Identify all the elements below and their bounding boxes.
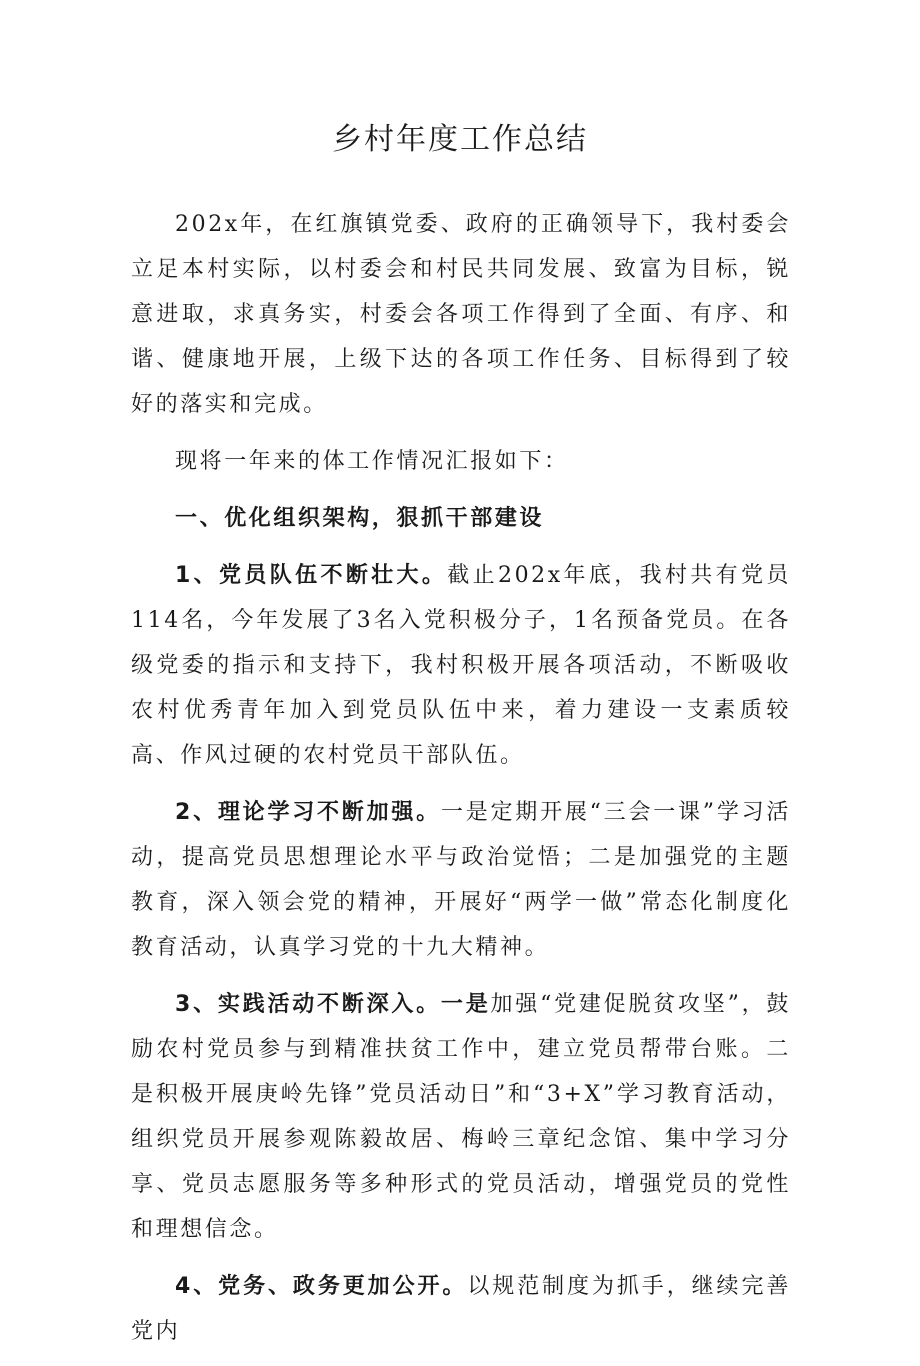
- item-lead: 4、党务、政务更加公开。: [175, 1274, 468, 1299]
- item-paragraph: [131, 982, 791, 1252]
- section-heading: 一、优化组织架构，狠抓干部建设: [175, 506, 545, 531]
- item-lead: 3、实践活动不断深入。一是: [175, 992, 491, 1017]
- report-line: 现将一年来的体工作情况汇报如下：: [175, 449, 569, 474]
- item-lead: 1、党员队伍不断壮大。: [175, 563, 448, 588]
- item-text: 加强“党建促脱贫攻坚”，鼓励农村党员参与到精准扶贫工作中，建立党员帮带台账。二是积极开展庚岭先锋”党员活动日”和“3+X”学习教育活动，组织党员开展参观陈毅故居、梅岭三章纪念馆、集中学习分享、党员志愿服务等多种形式的党员活动，增强党员的党性和理想信念。: [131, 992, 791, 1242]
- item-text: 以规范制度为抓手，继续完善党内: [131, 1274, 791, 1344]
- item-paragraph: [131, 790, 791, 970]
- item-paragraph: [131, 553, 791, 778]
- item-lead: 2、理论学习不断加强。: [175, 800, 441, 825]
- item-text: 截止202x年底，我村共有党员114名，今年发展了3名入党积极分子，1名预备党员。在各级党委的指示和支持下，我村积极开展各项活动，不断吸收农村优秀青年加入到党员队伍中来，着力建设一支素质较高、作风过硬的农村党员干部队伍。: [131, 563, 791, 768]
- item-text: 一是定期开展“三会一课”学习活动，提高党员思想理论水平与政治觉悟；二是加强党的主题教育，深入领会党的精神，开展好“两学一做”常态化制度化教育活动，认真学习党的十九大精神。: [131, 800, 791, 960]
- document-title: 乡村年度工作总结: [332, 122, 588, 157]
- intro-paragraph: 202x年，在红旗镇党委、政府的正确领导下，我村委会立足本村实际，以村委会和村民共同发展、致富为目标，锐意进取，求真务实，村委会各项工作得到了全面、有序、和谐、健康地开展，上级下达的各项工作任务、目标得到了较好的落实和完成。: [131, 212, 791, 417]
- document-body: [131, 202, 791, 1366]
- item-paragraph: [131, 1264, 791, 1354]
